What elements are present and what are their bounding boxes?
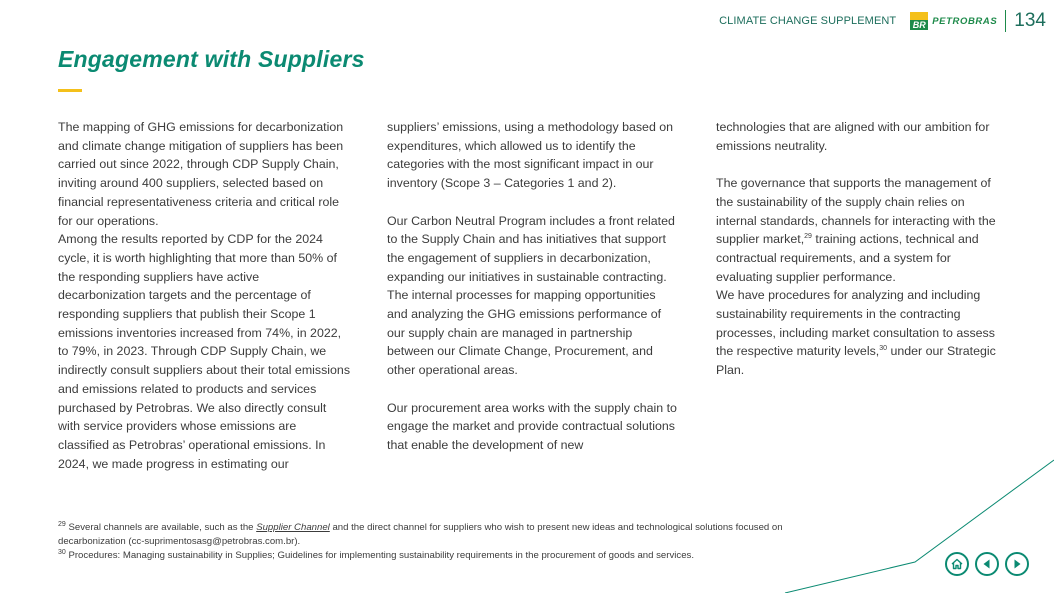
arrow-left-icon <box>981 558 993 570</box>
paragraph <box>716 286 1008 380</box>
footnote-ref-29[interactable]: 29 <box>804 233 812 241</box>
paragraph: suppliers’ emissions, using a methodology based on expenditures, which allowed us to identify the categories with the most significant impact in our inventory (Scope 3 – Categories 1 and 2). <box>387 120 674 191</box>
footnote-ref-30[interactable]: 30 <box>879 345 888 353</box>
home-icon <box>951 558 963 570</box>
page-title: Engagement with Suppliers <box>58 46 365 72</box>
arrow-right-icon <box>1011 558 1023 570</box>
br-logo-icon <box>910 12 928 30</box>
paragraph: technologies that are aligned with our ambition for emissions neutrality. <box>716 120 990 153</box>
paragraph <box>716 174 1008 286</box>
petrobras-logo <box>910 12 997 30</box>
paragraph: Our Carbon Neutral Program includes a front related to the Supply Chain and has initiatives that support the engagement of suppliers in decarbonization, expanding our initiatives in sustainable contracting. The internal processes for mapping opportunities and analyzing the GHG emissions performance of our supply chain are managed in partnership between our Climate Change, Procurement, and other operational areas. <box>387 213 675 378</box>
logo-mark-text: BR <box>910 20 928 30</box>
next-page-button[interactable] <box>1005 552 1029 576</box>
paragraph: Among the results reported by CDP for the 2024 cycle, it is worth highlighting that more than 50% of the responding suppliers have active decarbonization targets and the percentage of responding suppliers that publish their Scope 1 emissions inventories increased from 74%, in 2022, to 79%, in 2023. Through CDP Supply Chain, we indirectly consult suppliers about their total emissions and emissions related to products and services purchased by Petrobras. We also directly consult with service providers whose emissions are classified as Petrobras’ operational emissions. In 2024, we made progress in estimating our <box>58 232 351 471</box>
page-number: 134 <box>1014 10 1046 31</box>
paragraph-text: training actions, technical and contractual requirements, and a system for evaluating supplier performance. <box>716 232 979 284</box>
header-divider <box>1005 10 1006 32</box>
paragraph: The mapping of GHG emissions for decarbonization and climate change mitigation of suppliers has been carried out since 2022, through CDP Supply Chain, inviting around 400 suppliers, selected based on financial representativeness criteria and critical role for our operations. <box>58 120 344 228</box>
text-column-3 <box>716 118 1008 380</box>
footnote-text: Procedures: Managing sustainability in Supplies; Guidelines for implementing sustainability requirements in the procurement of goods and services. <box>65 550 694 561</box>
text-column-2 <box>387 118 679 455</box>
paragraph-text: We have procedures for analyzing and including sustainability requirements in the contracting processes, including market consultation to assess the respective maturity levels, <box>716 288 995 359</box>
footnote-text: Several channels are available, such as the <box>65 522 257 533</box>
supplier-channel-link[interactable]: Supplier Channel <box>256 522 330 533</box>
paragraph-text: The governance that supports the management of the sustainability of the supply chain relies on internal standards, channels for interacting with the supplier market, <box>716 176 996 247</box>
footnotes <box>58 521 798 563</box>
paragraph: Our procurement area works with the supply chain to engage the market and provide contractual solutions that enable the development of new <box>387 400 677 452</box>
footnote-number: 30 <box>58 548 66 556</box>
footnote-30 <box>58 549 798 563</box>
page-header <box>719 10 1054 32</box>
text-column-1 <box>58 118 350 473</box>
title-underline <box>58 89 82 92</box>
previous-page-button[interactable] <box>975 552 999 576</box>
footnote-text: and the direct channel for suppliers who wish to present new ideas and technological solutions focused on decarbonization (cc-suprimentosasg@petrobras.com.br). <box>58 522 783 547</box>
footnote-number: 29 <box>58 520 66 528</box>
supplement-label: CLIMATE CHANGE SUPPLEMENT <box>719 15 897 27</box>
home-button[interactable] <box>945 552 969 576</box>
page-navigation <box>945 552 1029 576</box>
paragraph-text: under our Strategic Plan. <box>716 344 996 378</box>
logo-text: PETROBRAS <box>932 15 998 27</box>
footnote-29 <box>58 521 798 549</box>
